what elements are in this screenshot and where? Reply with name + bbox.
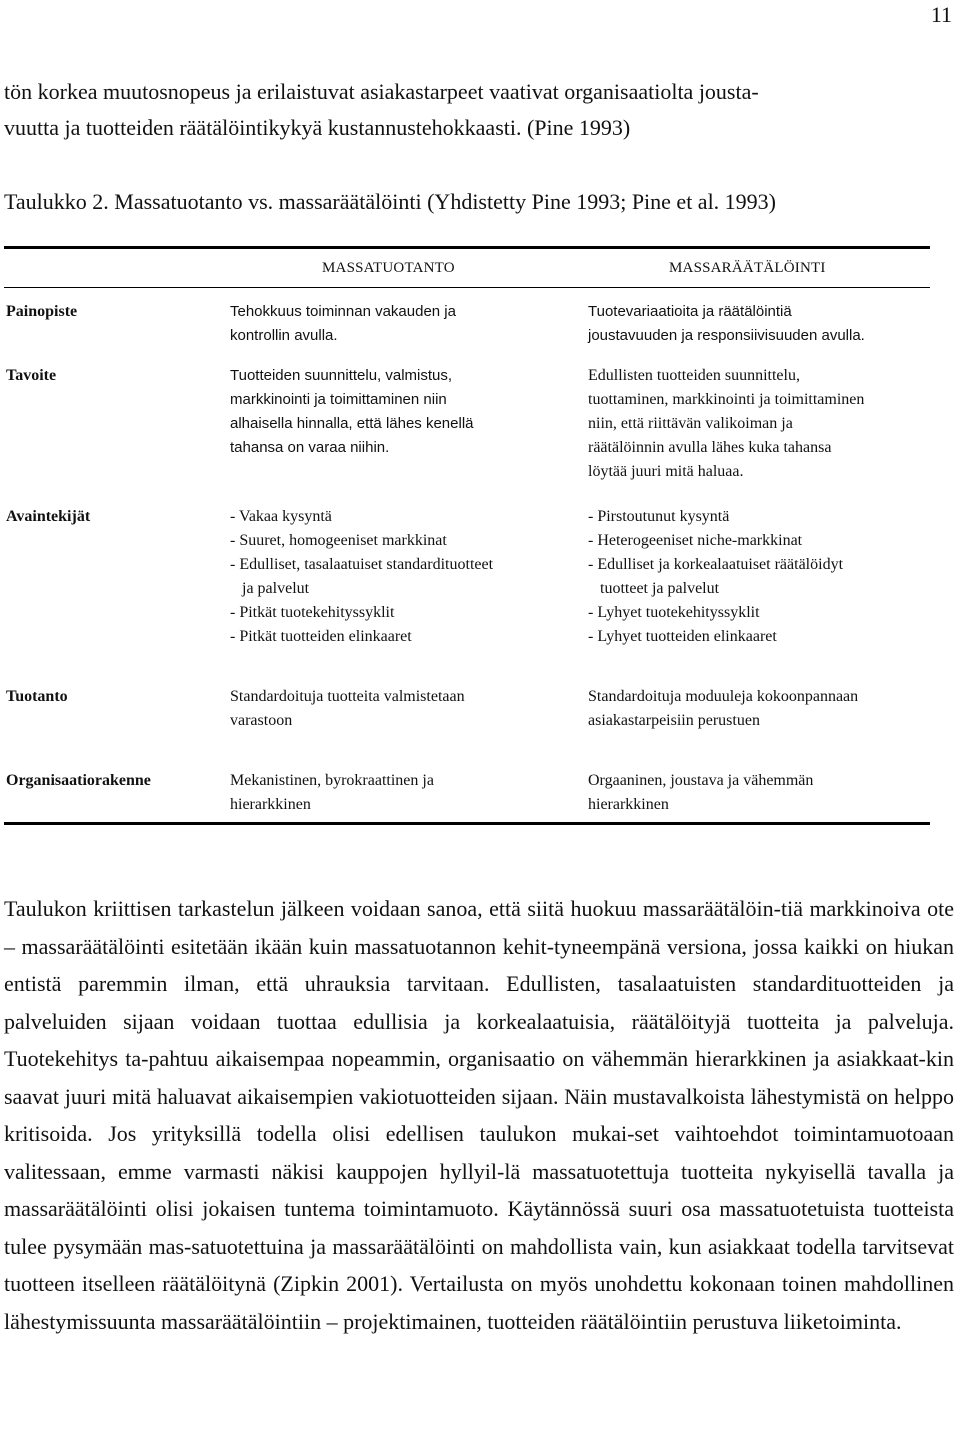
page-number: 11 — [930, 2, 952, 27]
cell-line: Standardoituja moduuleja kokoonpannaan — [588, 688, 859, 705]
cell-line: asiakastarpeisiin perustuen — [588, 712, 760, 729]
cell-line: - Pitkät tuotekehityssyklit — [230, 604, 395, 621]
cell-line: varastoon — [230, 712, 293, 729]
cell-line: kontrollin avulla. — [230, 327, 338, 344]
table-header-rule — [4, 287, 930, 288]
cell-line: Standardoituja tuotteita valmistetaan — [230, 688, 465, 705]
cell-line: tuotteet ja palvelut — [600, 580, 720, 597]
cell-line: - Heterogeeniset niche-markkinat — [588, 532, 803, 549]
cell-line: alhaisella hinnalla, että lähes kenellä — [230, 415, 474, 432]
cell-line: markkinointi ja toimittaminen niin — [230, 391, 447, 408]
row-label-painopiste: Painopiste — [6, 303, 78, 320]
cell-line: niin, että riittävän valikoiman ja — [588, 415, 793, 432]
cell-line: - Pirstoutunut kysyntä — [588, 508, 730, 525]
cell-line: - Vakaa kysyntä — [230, 508, 332, 525]
cell-tuotanto-mass-customization — [588, 685, 938, 733]
cell-line: räätälöinnin avulla lähes kuka tahansa — [588, 439, 832, 456]
cell-tavoite-mass-production — [230, 364, 580, 460]
cell-line: hierarkkinen — [588, 796, 669, 813]
cell-line: hierarkkinen — [230, 796, 311, 813]
cell-line: - Pitkät tuotteiden elinkaaret — [230, 628, 412, 645]
cell-line: ja palvelut — [242, 580, 310, 597]
cell-line: Tehokkuus toiminnan vakauden ja — [230, 303, 456, 320]
cell-tavoite-mass-customization — [588, 364, 938, 484]
cell-line: - Suuret, homogeeniset markkinat — [230, 532, 447, 549]
row-label-organisaatiorakenne: Organisaatiorakenne — [6, 772, 151, 789]
cell-line: - Lyhyet tuotteiden elinkaaret — [588, 628, 777, 645]
table-bottom-rule — [4, 822, 930, 825]
intro-paragraph — [4, 74, 952, 146]
cell-tuotanto-mass-production — [230, 685, 580, 733]
cell-line: löytää juuri mitä haluaa. — [588, 463, 744, 480]
intro-line: vuutta ja tuotteiden räätälöintikykyä kustannustehokkaasti. (Pine 1993) — [4, 115, 631, 140]
cell-avaintekijat-mass-production — [230, 505, 580, 649]
cell-line: joustavuuden ja responsiivisuuden avulla. — [588, 327, 865, 344]
cell-line: Tuotevariaatioita ja räätälöintiä — [588, 303, 792, 320]
column-header-mass-production: MASSATUOTANTO — [322, 260, 455, 276]
cell-line: - Edulliset, tasalaatuiset standardituotteet — [230, 556, 494, 573]
cell-avaintekijat-mass-customization — [588, 505, 938, 649]
cell-line: Edullisten tuotteiden suunnittelu, — [588, 367, 800, 384]
body-paragraph — [4, 890, 954, 1340]
row-label-tuotanto: Tuotanto — [6, 688, 68, 705]
cell-line: tuottaminen, markkinointi ja toimittaminen — [588, 391, 865, 408]
body-paragraph-text: Taulukon kriittisen tarkastelun jälkeen voidaan sanoa, että siitä huokuu massaräätälöin-tiä markkinoiva ote – massaräätälöinti esitetään ikään kuin massatuotannon kehit-tyneempänä versiona, jossa kaikki on hiukan entistä paremmin ilman, että uhrauksia tarvitaan. Edullisten, tasalaatuisten standardituotteiden ja palveluiden sijaan voidaan tuottaa edullisia ja korkealaatuisia, räätälöityjä tuotteita ja palveluja. Tuotekehitys ta-pahtuu aikaisempaa nopeammin, organisaatio on vähemmän hierarkkinen ja asiakkaat-kin saavat juuri mitä haluavat aikaisempien vakiotuotteiden sijaan. Näin mustavalkoista lähestymistä on helppo kritisoida. Jos yrityksillä todella olisi edellisen taulukon mukai-set vaihtoehdot toimintamuotoaan valitessaan, emme varmasti näkisi kauppojen hyllyil-lä massatuotettuja tuotteita nykyisellä tavalla ja massaräätälöinti olisi jokaisen tuntema toimintamuoto. Käytännössä suuri osa massatuotetuista tuotteista tulee pysymään mas-satuotettuina ja massaräätälöinti on mahdollista vain, kun asiakkaat todella tarvitsevat tuotteen itselleen räätälöitynä (Zipkin 2001). Vertailusta on myös unohdettu kokonaan toinen mahdollinen lähestymissuunta massaräätälöintiin – projektimainen, tuotteiden räätälöintiin perustuva liiketoiminta. — [4, 896, 954, 1334]
cell-line: tahansa on varaa niihin. — [230, 439, 390, 456]
cell-painopiste-mass-customization — [588, 300, 938, 348]
cell-line: - Lyhyet tuotekehityssyklit — [588, 604, 760, 621]
cell-line: Orgaaninen, joustava ja vähemmän — [588, 772, 814, 789]
cell-painopiste-mass-production — [230, 300, 580, 348]
cell-line: Tuotteiden suunnittelu, valmistus, — [230, 367, 453, 384]
table-top-rule — [4, 246, 930, 249]
cell-line: - Edulliset ja korkealaatuiset räätälöidyt — [588, 556, 844, 573]
column-header-mass-customization: MASSARÄÄTÄLÖINTI — [669, 260, 826, 276]
cell-line: Mekanistinen, byrokraattinen ja — [230, 772, 434, 789]
row-label-avaintekijat: Avaintekijät — [6, 508, 91, 525]
table-caption: Taulukko 2. Massatuotanto vs. massaräätälöinti (Yhdistetty Pine 1993; Pine et al. 1993) — [4, 189, 777, 214]
intro-line: tön korkea muutosnopeus ja erilaistuvat asiakastarpeet vaativat organisaatiolta jousta- — [4, 79, 759, 104]
cell-organisaatiorakenne-mass-production — [230, 769, 580, 817]
row-label-tavoite: Tavoite — [6, 367, 57, 384]
cell-organisaatiorakenne-mass-customization — [588, 769, 938, 817]
